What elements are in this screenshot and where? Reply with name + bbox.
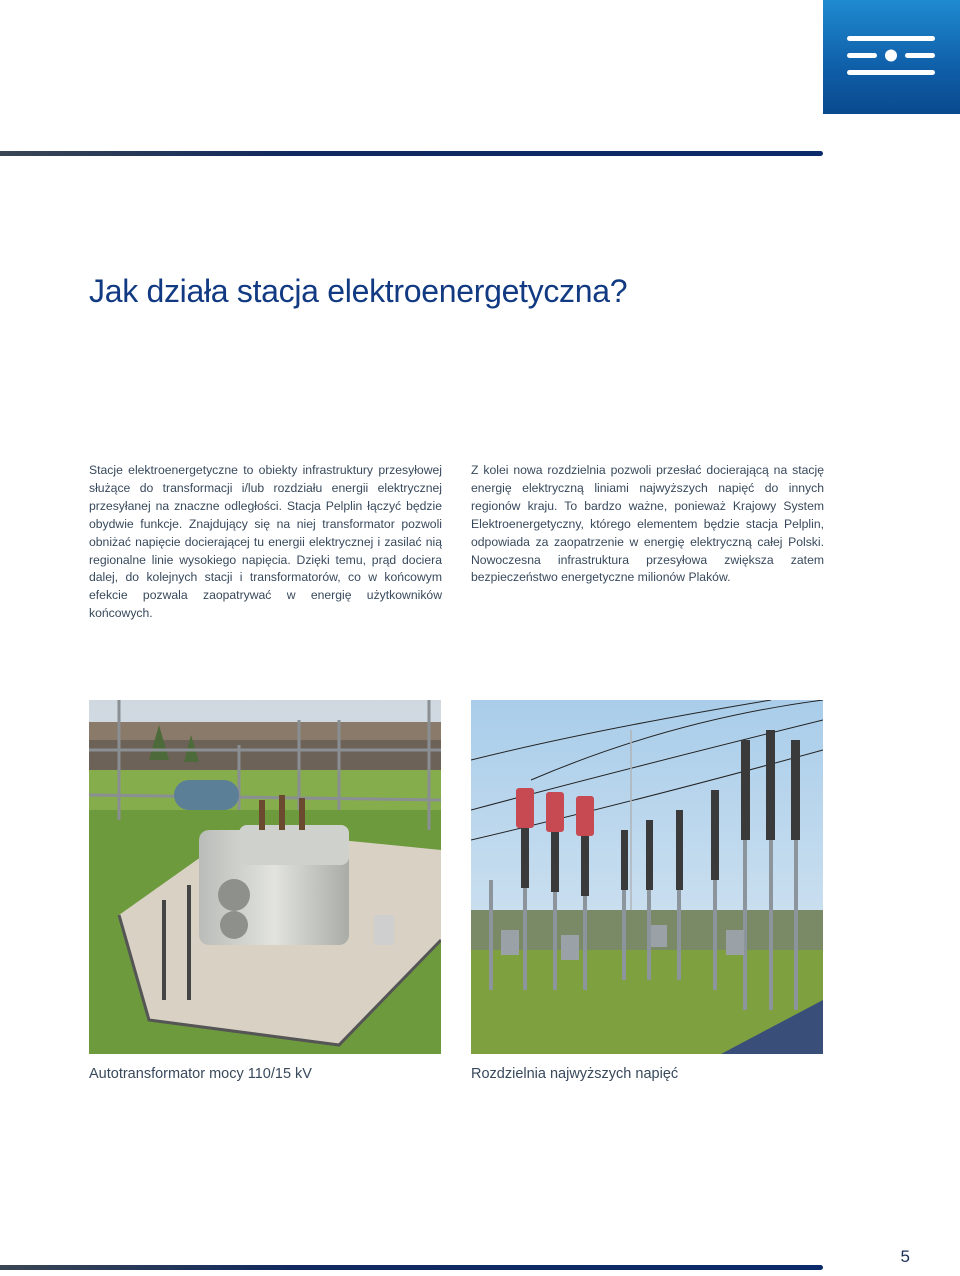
paragraph-right: Z kolei nowa rozdzielnia pozwoli przesłać docierającą na stację energię elektryczną liniami najwyższych napięć do innych regionów kraju. To bardzo ważne, ponieważ Krajowy System Elektroenergetyczny, którego elementem będzie stacja Pelplin, odpowiada za zaopatrzenie w energię elektryczną całej Polski. Nowoczesna infrastruktura przesyłowa zwiększa zatem bezpieczeństwo energetyczne milionów Plaków. — [471, 463, 824, 585]
caption-right: Rozdzielnia najwyższych napięć — [471, 1066, 679, 1082]
photo-autotransformer — [89, 700, 441, 1054]
footer-rule — [0, 1265, 823, 1270]
page-number: 5 — [900, 1247, 910, 1266]
corner-badge — [823, 0, 960, 114]
menu-slider-icon[interactable] — [845, 30, 937, 80]
page-title: Jak działa stacja elektroenergetyczna? — [89, 273, 628, 310]
caption-left: Autotransformator mocy 110/15 kV — [89, 1066, 312, 1082]
text-column-right — [471, 462, 824, 587]
photo-switchyard — [471, 700, 823, 1054]
text-column-left — [89, 462, 442, 623]
header-rule — [0, 151, 823, 156]
paragraph-left: Stacje elektroenergetyczne to obiekty infrastruktury przesyłowej służące do transformacji i/lub rozdziału energii elektrycznej przesyłanej na znaczne odległości. Stacja Pelplin łączyć będzie obydwie funkcje. Znajdujący się na niej transformator pozwoli obniżać napięcie docierającej tu energii elektrycznej i zasilać nią regionalne linie wysokiego napięcia. Dzięki temu, prąd dociera dalej, do kolejnych stacji i transformatorów, co w końcowym efekcie pozwala zaopatrywać w energię użytkowników końcowych. — [89, 463, 442, 621]
